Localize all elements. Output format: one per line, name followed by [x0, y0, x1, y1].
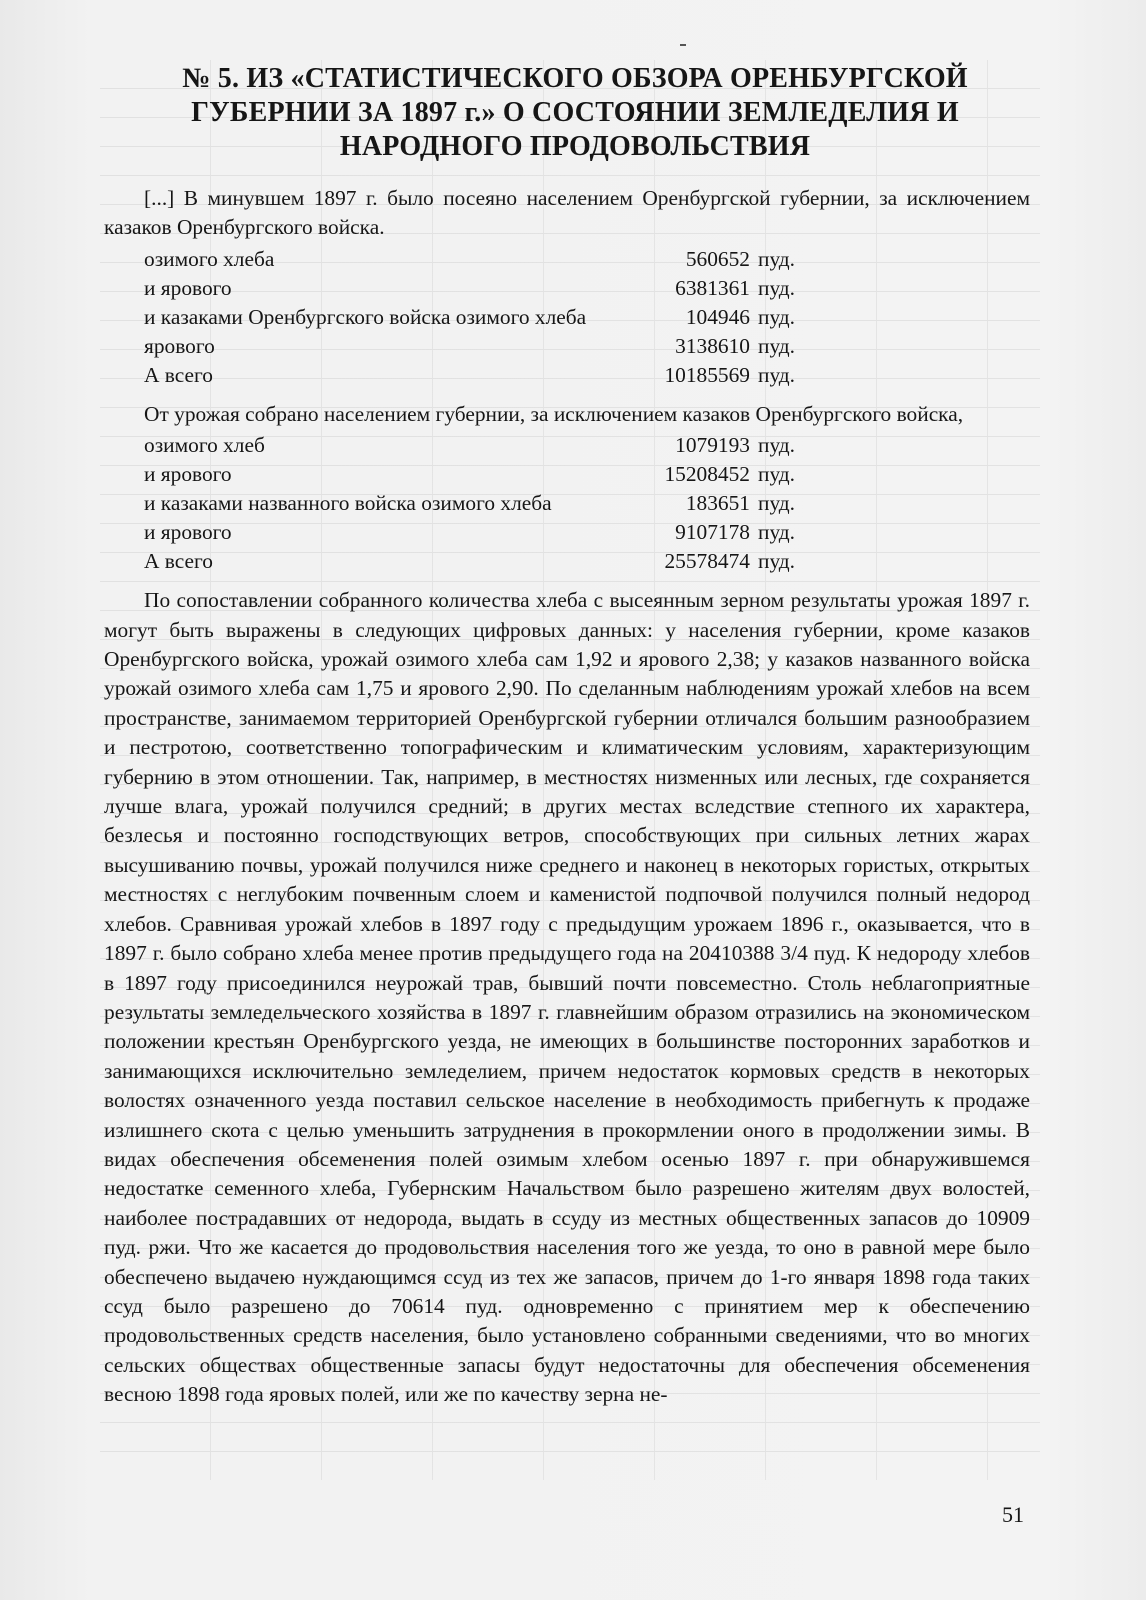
title-line-3: НАРОДНОГО ПРОДОВОЛЬСТВИЯ: [339, 131, 811, 162]
scan-mark: [680, 44, 686, 46]
list-item: [104, 489, 1030, 518]
item-label: и ярового: [144, 462, 232, 487]
list-item: [104, 274, 1030, 303]
list-item: [104, 332, 1030, 361]
item-unit: пуд.: [758, 491, 796, 516]
item-label: и казаками Оренбургского войска озимого хлеба: [144, 304, 587, 329]
item-unit: пуд.: [758, 520, 796, 545]
document-body: [104, 184, 1030, 1410]
item-label: ярового: [144, 333, 215, 358]
harvest-list: [104, 431, 1030, 576]
item-value: 104946: [685, 304, 750, 329]
item-label: и ярового: [144, 275, 232, 300]
item-unit: пуд.: [758, 462, 796, 487]
list-item: [104, 518, 1030, 547]
page-number: 51: [1002, 1502, 1024, 1527]
list-item: [104, 303, 1030, 332]
intro-paragraph: [...] В минувшем 1897 г. было посеяно населением Оренбургской губернии, за исключением казаков Оренбургского войска.: [104, 186, 1030, 240]
item-value: 6381361: [675, 275, 750, 300]
list-item: [104, 460, 1030, 489]
item-label: и ярового: [144, 520, 232, 545]
item-label: озимого хлеба: [144, 246, 275, 271]
main-paragraph: По сопоставлении собранного количества хлеба с высеянным зерном результаты урожая 1897 г. могут быть выражены в следующих цифровых данных: у населения губернии, кроме казаков Оренбургского войска, урожай озимого хлеба сам 1,92 и ярового 2,38; у казаков названного войска урожай озимого хлеба сам 1,75 и ярового 2,90. По сделанным наблюдениям урожай хлебов на всем пространстве, занимаемом территорией Оренбургской губернии отличался большим разнообразием и пестротою, соответственно топографическим и климатическим условиям, характеризующим губернию в этом отношении. Так, например, в местностях низменных или лесных, где сохраняется лучше влага, урожай получился средний; в других местах вследствие степного их характера, безлесья и постоянно господствующих ветров, способствующих при сильных летних жарах высушиванию почвы, урожай получился ниже среднего и наконец в некоторых гористых, открытых местностях с неглубоким почвенным слоем и каменистой подпочвой получился полный недород хлебов. Сравнивая урожай хлебов в 1897 году с предыдущим урожаем 1896 г., оказывается, что в 1897 г. было собрано хлеба менее против предыдущего года на 20410388 3/4 пуд. К недороду хлебов в 1897 году присоединился неурожай трав, бывший почти повсеместно. Столь неблагоприятные результаты земледельческого хозяйства в 1897 г. главнейшим образом отразились на экономическом положении крестьян Оренбургского уезда, не имеющих в большинстве посторонних заработков и занимающихся исключительно земледелием, причем недостаток кормовых средств в некоторых волостях означенного уезда поставил сельское население в необходимость прибегнуть к продаже излишнего скота с целью уменьшить затруднения в прокормлении оного в продолжении зимы. В видах обеспечения обсеменения полей озимым хлебом осенью 1897 г. при обнаружившемся недостатке семенного хлеба, Губернским Начальством было разрешено жителям двух волостей, наиболее пострадавших от недорода, выдать в ссуду из местных общественных запасов до 10909 пуд. ржи. Что же касается до продовольствия населения того же уезда, то оно в равной мере было обеспечено выдачею нуждающимся ссуд из тех же запасов, причем до 1-го января 1898 года таких ссуд было разрешено до 70614 пуд. одновременно с принятием мер к обеспечению продовольственных средств населения, было установлено собранными сведениями, что во многих сельских обществах общественные запасы будут недостаточны для обеспечения обсеменения весною 1898 года яровых полей, или же по качеству зерна не-: [104, 588, 1030, 1407]
item-value: 15208452: [664, 462, 750, 487]
list-item: [104, 361, 1030, 390]
item-unit: пуд.: [758, 246, 796, 271]
item-label: А всего: [144, 362, 213, 387]
item-value: 560652: [685, 246, 750, 271]
item-value: 1079193: [675, 433, 750, 458]
title-line-1: № 5. ИЗ «СТАТИСТИЧЕСКОГО ОБЗОРА ОРЕНБУРГСКОЙ: [182, 63, 968, 94]
item-unit: пуд.: [758, 433, 796, 458]
item-value: 10185569: [664, 362, 750, 387]
item-value: 3138610: [675, 333, 750, 358]
item-unit: пуд.: [758, 304, 796, 329]
item-unit: пуд.: [758, 275, 796, 300]
list-item: [104, 431, 1030, 460]
item-label: озимого хлеб: [144, 433, 265, 458]
title-line-2: ГУБЕРНИИ ЗА 1897 г.» О СОСТОЯНИИ ЗЕМЛЕДЕЛИЯ И: [191, 97, 959, 128]
item-unit: пуд.: [758, 362, 796, 387]
list-item: [104, 547, 1030, 576]
harvest-intro-paragraph: От урожая собрано населением губернии, за исключением казаков Оренбургского войска,: [144, 401, 964, 426]
item-unit: пуд.: [758, 549, 796, 574]
item-value: 183651: [685, 491, 750, 516]
item-value: 25578474: [664, 549, 750, 574]
list-item: [104, 245, 1030, 274]
item-value: 9107178: [675, 520, 750, 545]
item-unit: пуд.: [758, 333, 796, 358]
sown-list: [104, 245, 1030, 390]
item-label: и казаками названного войска озимого хлеба: [144, 491, 552, 516]
item-label: А всего: [144, 549, 213, 574]
document-title: [110, 62, 1040, 164]
